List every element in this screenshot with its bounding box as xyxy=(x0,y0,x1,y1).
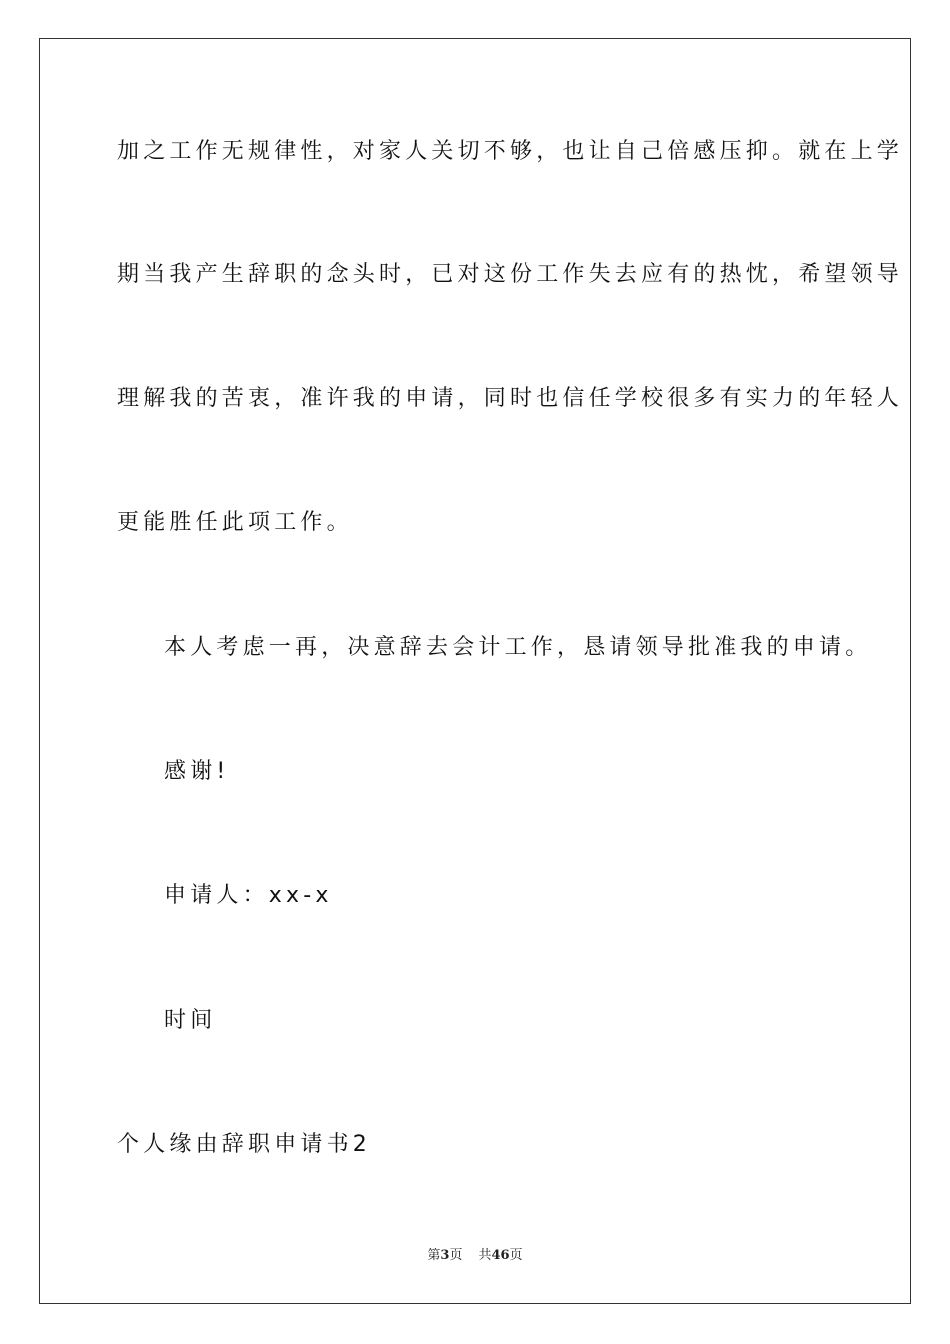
total-suffix: 页 xyxy=(509,1248,523,1263)
decision-statement: 本人考虑一再，决意辞去会计工作，恳请领导批准我的申请。 xyxy=(164,635,872,660)
page-prefix: 第 xyxy=(427,1248,441,1263)
applicant-line: 申请人：xx-x xyxy=(164,883,333,908)
paragraph-line-1: 加之工作无规律性，对家人关切不够，也让自己倍感压抑。就在上学 xyxy=(117,139,904,164)
page-border xyxy=(39,38,911,1304)
page-suffix: 页 xyxy=(449,1248,463,1263)
thanks-line: 感谢! xyxy=(164,759,230,784)
date-label: 时间 xyxy=(164,1008,217,1033)
page-number: 3 xyxy=(440,1248,450,1263)
page-footer xyxy=(0,1247,950,1265)
paragraph-line-2: 期当我产生辞职的念头时，已对这份工作失去应有的热忱，希望领导 xyxy=(117,262,904,287)
paragraph-line-3: 理解我的苦衷，准许我的申请，同时也信任学校很多有实力的年轻人 xyxy=(117,386,904,411)
total-prefix: 共 xyxy=(478,1248,492,1263)
paragraph-line-4: 更能胜任此项工作。 xyxy=(117,510,353,535)
next-section-heading: 个人缘由辞职申请书2 xyxy=(117,1132,371,1157)
total-pages: 46 xyxy=(491,1248,510,1263)
